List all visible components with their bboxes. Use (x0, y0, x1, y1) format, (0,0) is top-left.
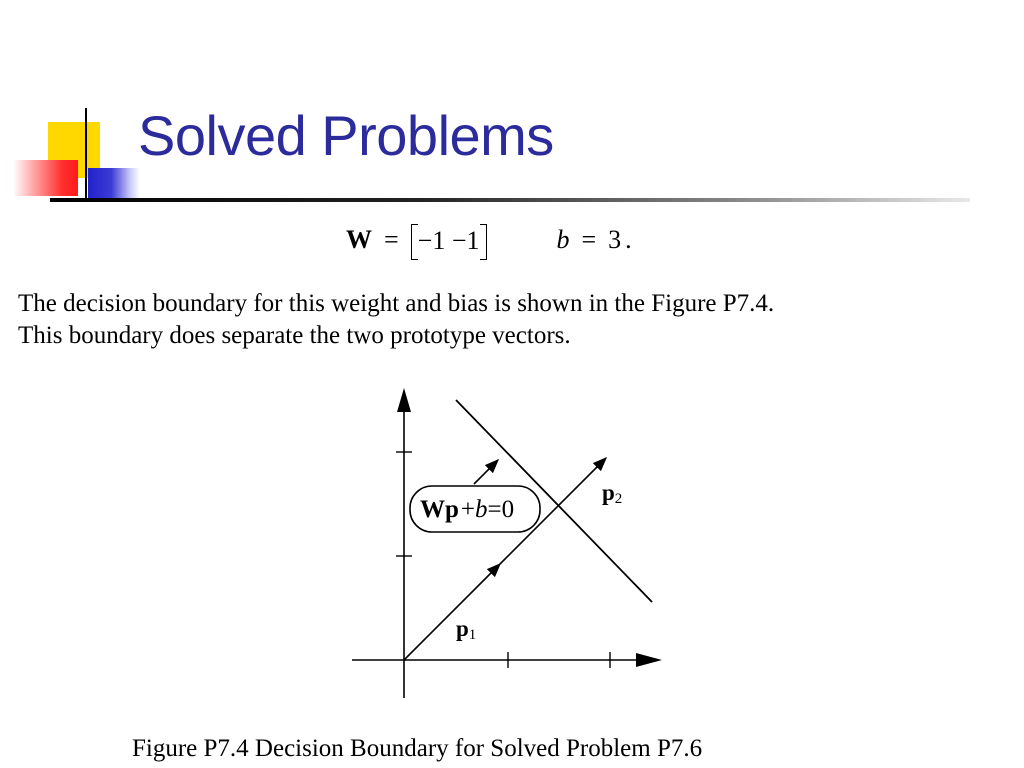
weight-matrix-bracket (411, 224, 487, 260)
p2-label: p2 (602, 480, 623, 507)
paragraph-line-2: This boundary does separate the two prototype vectors. (18, 322, 571, 349)
bias-value: 3 (608, 225, 622, 254)
title-decoration-blue-square (88, 168, 140, 202)
x-axis (352, 652, 662, 668)
boundary-equation-label: Wp+b=0 (420, 496, 515, 523)
title-decoration-red-bar (14, 160, 78, 196)
weight-matrix-symbol: W (346, 225, 372, 254)
title-underline-rule (50, 198, 970, 202)
equation-period: . (625, 225, 632, 254)
paragraph-line-1: The decision boundary for this weight and bias is shown in the Figure P7.4. (18, 290, 775, 317)
p1-label: p1 (456, 616, 477, 643)
y-axis (396, 388, 412, 698)
x-axis-arrowhead (636, 653, 662, 667)
decision-boundary-figure (340, 380, 680, 710)
vector-p1-arrow (404, 564, 500, 660)
weight-matrix-entries: −1 −1 (417, 226, 480, 256)
bias-symbol: b (556, 225, 570, 254)
title-decoration-vertical-line (85, 108, 87, 202)
boundary-normal-arrow (474, 460, 498, 484)
figure-caption: Figure P7.4 Decision Boundary for Solved Problem P7.6 (132, 735, 703, 762)
weight-bias-equation (346, 218, 632, 262)
equals-sign-bias: = (581, 225, 597, 254)
explanation-paragraph (18, 288, 1008, 352)
page-title: Solved Problems (138, 104, 554, 167)
equals-sign: = (384, 225, 399, 254)
y-axis-arrowhead (397, 388, 411, 412)
